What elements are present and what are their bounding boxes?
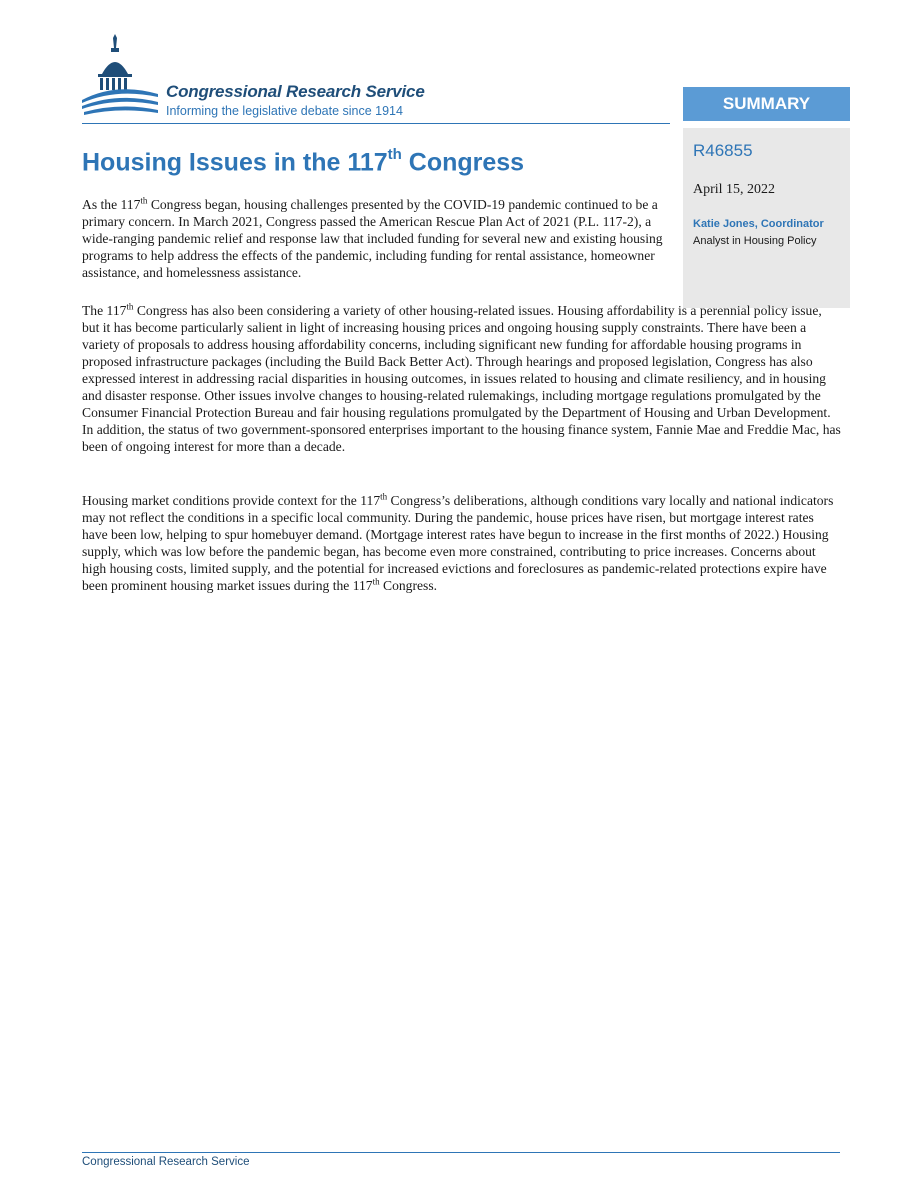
org-name: Congressional Research Service — [166, 82, 425, 101]
report-number: R46855 — [693, 141, 753, 160]
paragraph-1: As the 117th Congress began, housing challenges presented by the COVID-19 pandemic continued to be a primary concern. In March 2021, Congress passed the American Rescue Plan Act of 2021 (P.L. 117-2), a wide-ranging pandemic relief and response law that included funding for several new and existing housing programs to help address the effects of the pandemic, including funding for rental assistance, homeowner assistance, and homelessness assistance. — [82, 195, 663, 280]
author-name: Katie Jones, Coordinator — [693, 218, 824, 230]
report-date: April 15, 2022 — [693, 182, 776, 197]
org-tagline: Informing the legislative debate since 1914 — [166, 104, 403, 118]
summary-sidebar — [683, 128, 850, 308]
capitol-dome-icon — [80, 34, 162, 124]
author-title: Analyst in Housing Policy — [693, 235, 817, 247]
paragraph-3: Housing market conditions provide context for the 117th Congress’s deliberations, although conditions vary locally and national indicators may not reflect the conditions in a specific local community. During the pandemic, house prices have risen, but mortgage interest rates have been low, helping to spur homebuyer demand. (Mortgage interest rates have begun to increase in the first months of 2022.) Housing supply, which was low before the pandemic began, has become even more constrained, contributing to price increases. Concerns about high housing costs, limited supply, and the potential for increased evictions and foreclosures as pandemic-related protections expire have been prominent housing market issues during the 117th Congress. — [82, 491, 834, 593]
page-title: Housing Issues in the 117th Congress — [82, 146, 525, 177]
header-divider — [82, 123, 670, 124]
footer-text: Congressional Research Service — [82, 1156, 250, 1168]
summary-label: SUMMARY — [683, 87, 850, 121]
crs-logo — [80, 34, 480, 124]
paragraph-2: The 117th Congress has also been considering a variety of other housing-related issues. Housing affordability is a perennial policy issue, but it has become particularly salient in light of increasing housing prices and ongoing housing supply constraints. There have been a variety of proposals to address housing affordability concerns, including significant new funding for affordable housing programs in proposed infrastructure packages (including the Build Back Better Act). Through hearings and proposed legislation, Congress has also expressed interest in addressing racial disparities in housing outcomes, in issues related to housing and climate resiliency, and in housing and disaster response. Other issues involve changes to housing-related rulemakings, including mortgage regulations promulgated by the Consumer Financial Protection Bureau and fair housing regulations promulgated by the Department of Housing and Urban Development. In addition, the status of two government-sponsored enterprises important to the housing finance system, Fannie Mae and Freddie Mac, has been of ongoing interest for more than a decade. — [82, 301, 841, 454]
footer-divider — [82, 1152, 840, 1153]
